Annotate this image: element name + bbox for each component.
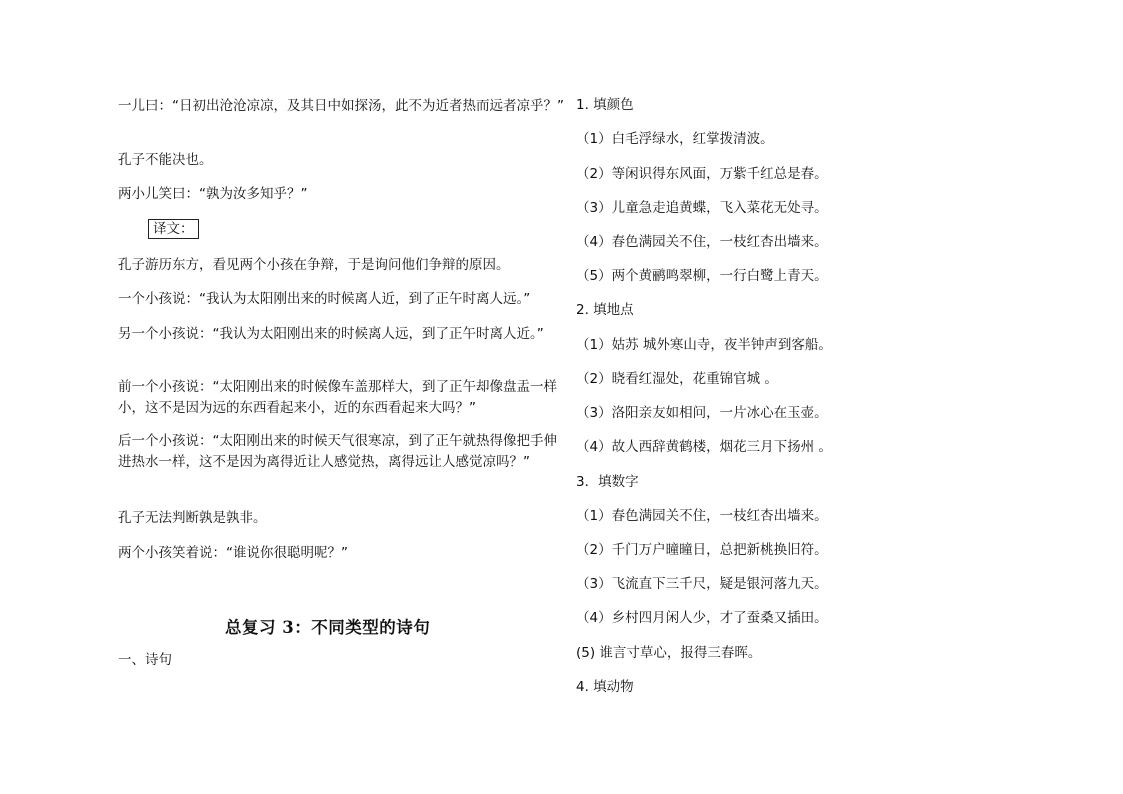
translation-label bbox=[148, 219, 199, 239]
paragraph-translation-1: 孔子游历东方，看见两个小孩在争辩，于是询问他们争辩的原因。 bbox=[118, 257, 510, 273]
paragraph-translation-3: 另一个小孩说：“我认为太阳刚出来的时候离人远，到了正午时离人近。” bbox=[118, 326, 544, 342]
section-subheading: 一、诗句 bbox=[118, 652, 172, 668]
heading-numbers: 3．填数字 bbox=[576, 474, 639, 490]
list-item: （1）姑苏 城外寒山寺，夜半钟声到客船。 bbox=[576, 337, 832, 353]
list-item: (5) 谁言寸草心，报得三春晖。 bbox=[576, 645, 762, 661]
heading-places: 2. 填地点 bbox=[576, 302, 634, 318]
list-item: （2）等闲识得东风面，万紫千红总是春。 bbox=[576, 166, 828, 182]
list-item: （2）晓看红湿处，花重锦官城 。 bbox=[576, 371, 778, 387]
list-item: （1）春色满园关不住，一枝红杏出墙来。 bbox=[576, 508, 828, 524]
list-item: （1）白毛浮绿水，红掌拨清波。 bbox=[576, 131, 774, 147]
list-item: （2）千门万户曈曈日，总把新桃换旧符。 bbox=[576, 542, 828, 558]
list-item: （5）两个黄鹂鸣翠柳，一行白鹭上青天。 bbox=[576, 268, 828, 284]
heading-animals: 4. 填动物 bbox=[576, 679, 634, 695]
list-item: （3）飞流直下三千尺，疑是银河落九天。 bbox=[576, 576, 828, 592]
list-item: （4）春色满园关不住，一枝红杏出墙来。 bbox=[576, 234, 828, 250]
paragraph-translation-2: 一个小孩说：“我认为太阳刚出来的时候离人近，到了正午时离人远。” bbox=[118, 291, 531, 307]
paragraph-translation-6: 孔子无法判断孰是孰非。 bbox=[118, 510, 267, 526]
paragraph-translation-7: 两个小孩笑着说：“谁说你很聪明呢？” bbox=[118, 545, 348, 561]
list-item: （3）洛阳亲友如相问，一片冰心在玉壶。 bbox=[576, 405, 828, 421]
paragraph-original-1: 一儿曰：“日初出沧沧凉凉，及其日中如探汤，此不为近者热而远者凉乎？” bbox=[118, 98, 564, 114]
translation-label-text: 译文： bbox=[148, 219, 199, 239]
paragraph-original-2: 孔子不能决也。 bbox=[118, 152, 213, 168]
paragraph-original-3: 两小儿笑曰：“孰为汝多知乎？” bbox=[118, 186, 308, 202]
list-item: （3）儿童急走追黄蝶，飞入菜花无处寻。 bbox=[576, 200, 828, 216]
list-item: （4）乡村四月闲人少，才了蚕桑又插田。 bbox=[576, 610, 828, 626]
section-title: 总复习 3：不同类型的诗句 bbox=[225, 618, 431, 637]
heading-colors: 1. 填颜色 bbox=[576, 97, 634, 113]
paragraph-translation-5: 后一个小孩说：“太阳刚出来的时候天气很寒凉，到了正午就热得像把手伸进热水一样，这不是因为离得近让人感觉热，离得远让人感觉凉吗？” bbox=[118, 433, 557, 470]
list-item: （4）故人西辞黄鹤楼，烟花三月下扬州 。 bbox=[576, 439, 832, 455]
paragraph-translation-4: 前一个小孩说：“太阳刚出来的时候像车盖那样大，到了正午却像盘盂一样小，这不是因为远的东西看起来小，近的东西看起来大吗？” bbox=[118, 379, 557, 416]
